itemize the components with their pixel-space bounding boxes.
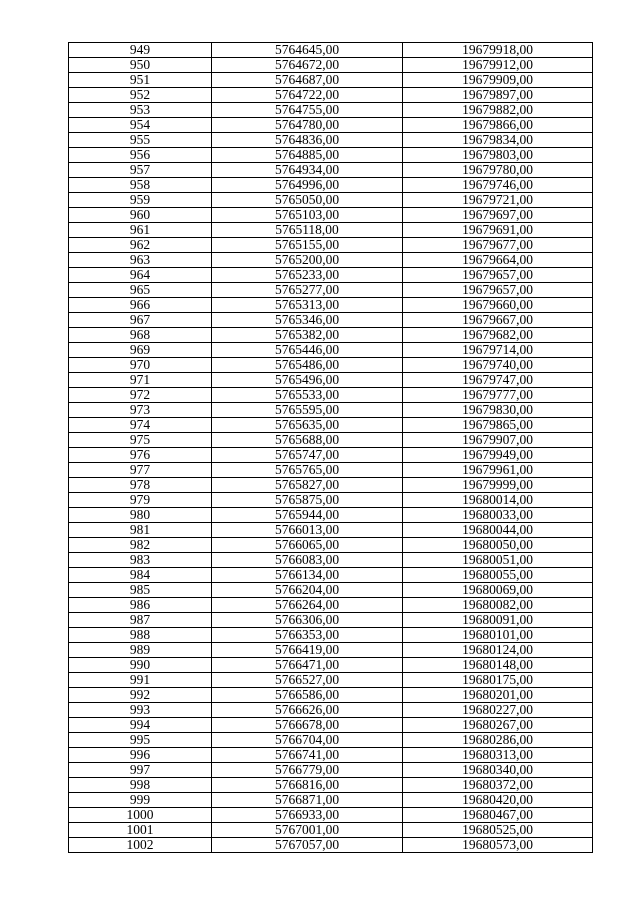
point-number-cell: 958 [69, 178, 212, 193]
table-row [69, 373, 593, 388]
table-row [69, 673, 593, 688]
y-coordinate-cell: 19679657,00 [403, 283, 593, 298]
table-row [69, 508, 593, 523]
x-coordinate-cell: 5766678,00 [212, 718, 403, 733]
x-coordinate-cell: 5766083,00 [212, 553, 403, 568]
table-row [69, 328, 593, 343]
x-coordinate-cell: 5766626,00 [212, 703, 403, 718]
point-number-cell: 999 [69, 793, 212, 808]
point-number-cell: 972 [69, 388, 212, 403]
point-number-cell: 989 [69, 643, 212, 658]
table-row [69, 493, 593, 508]
point-number-cell: 988 [69, 628, 212, 643]
point-number-cell: 965 [69, 283, 212, 298]
table-row [69, 148, 593, 163]
x-coordinate-cell: 5766704,00 [212, 733, 403, 748]
x-coordinate-cell: 5764885,00 [212, 148, 403, 163]
y-coordinate-cell: 19679664,00 [403, 253, 593, 268]
point-number-cell: 963 [69, 253, 212, 268]
coordinates-table [68, 42, 593, 853]
table-row [69, 718, 593, 733]
x-coordinate-cell: 5765875,00 [212, 493, 403, 508]
y-coordinate-cell: 19680286,00 [403, 733, 593, 748]
point-number-cell: 998 [69, 778, 212, 793]
x-coordinate-cell: 5765496,00 [212, 373, 403, 388]
y-coordinate-cell: 19680051,00 [403, 553, 593, 568]
point-number-cell: 949 [69, 43, 212, 58]
y-coordinate-cell: 19680101,00 [403, 628, 593, 643]
point-number-cell: 977 [69, 463, 212, 478]
x-coordinate-cell: 5765827,00 [212, 478, 403, 493]
point-number-cell: 961 [69, 223, 212, 238]
y-coordinate-cell: 19679949,00 [403, 448, 593, 463]
x-coordinate-cell: 5765446,00 [212, 343, 403, 358]
y-coordinate-cell: 19680420,00 [403, 793, 593, 808]
y-coordinate-cell: 19679865,00 [403, 418, 593, 433]
y-coordinate-cell: 19679746,00 [403, 178, 593, 193]
table-row [69, 703, 593, 718]
x-coordinate-cell: 5765765,00 [212, 463, 403, 478]
table-row [69, 433, 593, 448]
point-number-cell: 993 [69, 703, 212, 718]
table-row [69, 193, 593, 208]
y-coordinate-cell: 19680525,00 [403, 823, 593, 838]
y-coordinate-cell: 19679999,00 [403, 478, 593, 493]
y-coordinate-cell: 19679721,00 [403, 193, 593, 208]
point-number-cell: 979 [69, 493, 212, 508]
table-row [69, 418, 593, 433]
x-coordinate-cell: 5766586,00 [212, 688, 403, 703]
point-number-cell: 966 [69, 298, 212, 313]
point-number-cell: 962 [69, 238, 212, 253]
point-number-cell: 964 [69, 268, 212, 283]
table-row [69, 388, 593, 403]
table-row [69, 178, 593, 193]
y-coordinate-cell: 19680340,00 [403, 763, 593, 778]
y-coordinate-cell: 19679697,00 [403, 208, 593, 223]
table-row [69, 313, 593, 328]
table-row [69, 343, 593, 358]
y-coordinate-cell: 19680201,00 [403, 688, 593, 703]
table-row [69, 223, 593, 238]
point-number-cell: 986 [69, 598, 212, 613]
x-coordinate-cell: 5766419,00 [212, 643, 403, 658]
point-number-cell: 995 [69, 733, 212, 748]
y-coordinate-cell: 19680267,00 [403, 718, 593, 733]
point-number-cell: 956 [69, 148, 212, 163]
y-coordinate-cell: 19679667,00 [403, 313, 593, 328]
table-row [69, 838, 593, 853]
table-row [69, 253, 593, 268]
point-number-cell: 951 [69, 73, 212, 88]
x-coordinate-cell: 5766741,00 [212, 748, 403, 763]
point-number-cell: 1000 [69, 808, 212, 823]
table-row [69, 133, 593, 148]
x-coordinate-cell: 5765595,00 [212, 403, 403, 418]
x-coordinate-cell: 5765944,00 [212, 508, 403, 523]
point-number-cell: 996 [69, 748, 212, 763]
y-coordinate-cell: 19680050,00 [403, 538, 593, 553]
x-coordinate-cell: 5765277,00 [212, 283, 403, 298]
y-coordinate-cell: 19680055,00 [403, 568, 593, 583]
point-number-cell: 981 [69, 523, 212, 538]
table-row [69, 568, 593, 583]
y-coordinate-cell: 19680227,00 [403, 703, 593, 718]
y-coordinate-cell: 19679803,00 [403, 148, 593, 163]
x-coordinate-cell: 5765313,00 [212, 298, 403, 313]
point-number-cell: 983 [69, 553, 212, 568]
point-number-cell: 984 [69, 568, 212, 583]
table-row [69, 823, 593, 838]
x-coordinate-cell: 5765635,00 [212, 418, 403, 433]
table-row [69, 763, 593, 778]
y-coordinate-cell: 19679691,00 [403, 223, 593, 238]
y-coordinate-cell: 19679830,00 [403, 403, 593, 418]
table-row [69, 733, 593, 748]
table-row [69, 463, 593, 478]
y-coordinate-cell: 19680467,00 [403, 808, 593, 823]
table-row [69, 268, 593, 283]
y-coordinate-cell: 19679907,00 [403, 433, 593, 448]
table-row [69, 118, 593, 133]
table-row [69, 163, 593, 178]
y-coordinate-cell: 19679834,00 [403, 133, 593, 148]
point-number-cell: 980 [69, 508, 212, 523]
x-coordinate-cell: 5765382,00 [212, 328, 403, 343]
x-coordinate-cell: 5764934,00 [212, 163, 403, 178]
x-coordinate-cell: 5765103,00 [212, 208, 403, 223]
x-coordinate-cell: 5765200,00 [212, 253, 403, 268]
x-coordinate-cell: 5764722,00 [212, 88, 403, 103]
point-number-cell: 959 [69, 193, 212, 208]
table-row [69, 103, 593, 118]
point-number-cell: 975 [69, 433, 212, 448]
y-coordinate-cell: 19679882,00 [403, 103, 593, 118]
table-row [69, 448, 593, 463]
x-coordinate-cell: 5764672,00 [212, 58, 403, 73]
table-row [69, 73, 593, 88]
y-coordinate-cell: 19679677,00 [403, 238, 593, 253]
x-coordinate-cell: 5766527,00 [212, 673, 403, 688]
x-coordinate-cell: 5765688,00 [212, 433, 403, 448]
table-row [69, 358, 593, 373]
table-row [69, 208, 593, 223]
point-number-cell: 967 [69, 313, 212, 328]
x-coordinate-cell: 5767001,00 [212, 823, 403, 838]
y-coordinate-cell: 19679780,00 [403, 163, 593, 178]
table-row [69, 688, 593, 703]
table-row [69, 658, 593, 673]
point-number-cell: 990 [69, 658, 212, 673]
y-coordinate-cell: 19679897,00 [403, 88, 593, 103]
y-coordinate-cell: 19679909,00 [403, 73, 593, 88]
point-number-cell: 955 [69, 133, 212, 148]
point-number-cell: 969 [69, 343, 212, 358]
y-coordinate-cell: 19680372,00 [403, 778, 593, 793]
y-coordinate-cell: 19679866,00 [403, 118, 593, 133]
x-coordinate-cell: 5764996,00 [212, 178, 403, 193]
x-coordinate-cell: 5766065,00 [212, 538, 403, 553]
table-row [69, 748, 593, 763]
point-number-cell: 970 [69, 358, 212, 373]
y-coordinate-cell: 19679682,00 [403, 328, 593, 343]
point-number-cell: 976 [69, 448, 212, 463]
y-coordinate-cell: 19679912,00 [403, 58, 593, 73]
x-coordinate-cell: 5765747,00 [212, 448, 403, 463]
x-coordinate-cell: 5765486,00 [212, 358, 403, 373]
table-row [69, 598, 593, 613]
y-coordinate-cell: 19679740,00 [403, 358, 593, 373]
y-coordinate-cell: 19680033,00 [403, 508, 593, 523]
table-row [69, 538, 593, 553]
y-coordinate-cell: 19679660,00 [403, 298, 593, 313]
point-number-cell: 960 [69, 208, 212, 223]
point-number-cell: 1002 [69, 838, 212, 853]
y-coordinate-cell: 19679747,00 [403, 373, 593, 388]
x-coordinate-cell: 5766013,00 [212, 523, 403, 538]
y-coordinate-cell: 19680573,00 [403, 838, 593, 853]
y-coordinate-cell: 19679714,00 [403, 343, 593, 358]
point-number-cell: 950 [69, 58, 212, 73]
y-coordinate-cell: 19680091,00 [403, 613, 593, 628]
table-row [69, 88, 593, 103]
point-number-cell: 992 [69, 688, 212, 703]
x-coordinate-cell: 5766353,00 [212, 628, 403, 643]
table-row [69, 478, 593, 493]
x-coordinate-cell: 5765233,00 [212, 268, 403, 283]
x-coordinate-cell: 5766471,00 [212, 658, 403, 673]
point-number-cell: 957 [69, 163, 212, 178]
y-coordinate-cell: 19680044,00 [403, 523, 593, 538]
point-number-cell: 997 [69, 763, 212, 778]
y-coordinate-cell: 19679777,00 [403, 388, 593, 403]
y-coordinate-cell: 19680124,00 [403, 643, 593, 658]
table-row [69, 613, 593, 628]
point-number-cell: 991 [69, 673, 212, 688]
y-coordinate-cell: 19680069,00 [403, 583, 593, 598]
point-number-cell: 982 [69, 538, 212, 553]
x-coordinate-cell: 5766933,00 [212, 808, 403, 823]
table-row [69, 43, 593, 58]
table-row [69, 793, 593, 808]
point-number-cell: 968 [69, 328, 212, 343]
table-row [69, 523, 593, 538]
table-row [69, 628, 593, 643]
y-coordinate-cell: 19679961,00 [403, 463, 593, 478]
table-row [69, 583, 593, 598]
point-number-cell: 985 [69, 583, 212, 598]
table-row [69, 238, 593, 253]
point-number-cell: 974 [69, 418, 212, 433]
table-row [69, 778, 593, 793]
x-coordinate-cell: 5767057,00 [212, 838, 403, 853]
x-coordinate-cell: 5766134,00 [212, 568, 403, 583]
point-number-cell: 994 [69, 718, 212, 733]
coordinates-table-body [69, 43, 593, 853]
y-coordinate-cell: 19680082,00 [403, 598, 593, 613]
x-coordinate-cell: 5765533,00 [212, 388, 403, 403]
x-coordinate-cell: 5766871,00 [212, 793, 403, 808]
x-coordinate-cell: 5764687,00 [212, 73, 403, 88]
table-row [69, 553, 593, 568]
table-row [69, 643, 593, 658]
point-number-cell: 952 [69, 88, 212, 103]
point-number-cell: 973 [69, 403, 212, 418]
point-number-cell: 978 [69, 478, 212, 493]
y-coordinate-cell: 19680014,00 [403, 493, 593, 508]
point-number-cell: 953 [69, 103, 212, 118]
y-coordinate-cell: 19680148,00 [403, 658, 593, 673]
y-coordinate-cell: 19680175,00 [403, 673, 593, 688]
x-coordinate-cell: 5764836,00 [212, 133, 403, 148]
x-coordinate-cell: 5766204,00 [212, 583, 403, 598]
x-coordinate-cell: 5764755,00 [212, 103, 403, 118]
x-coordinate-cell: 5766816,00 [212, 778, 403, 793]
x-coordinate-cell: 5765050,00 [212, 193, 403, 208]
point-number-cell: 954 [69, 118, 212, 133]
x-coordinate-cell: 5766264,00 [212, 598, 403, 613]
table-row [69, 58, 593, 73]
table-row [69, 283, 593, 298]
x-coordinate-cell: 5764780,00 [212, 118, 403, 133]
table-row [69, 808, 593, 823]
x-coordinate-cell: 5765118,00 [212, 223, 403, 238]
point-number-cell: 987 [69, 613, 212, 628]
x-coordinate-cell: 5764645,00 [212, 43, 403, 58]
x-coordinate-cell: 5765155,00 [212, 238, 403, 253]
y-coordinate-cell: 19679918,00 [403, 43, 593, 58]
y-coordinate-cell: 19680313,00 [403, 748, 593, 763]
x-coordinate-cell: 5766306,00 [212, 613, 403, 628]
point-number-cell: 1001 [69, 823, 212, 838]
x-coordinate-cell: 5765346,00 [212, 313, 403, 328]
table-row [69, 298, 593, 313]
y-coordinate-cell: 19679657,00 [403, 268, 593, 283]
table-row [69, 403, 593, 418]
point-number-cell: 971 [69, 373, 212, 388]
x-coordinate-cell: 5766779,00 [212, 763, 403, 778]
